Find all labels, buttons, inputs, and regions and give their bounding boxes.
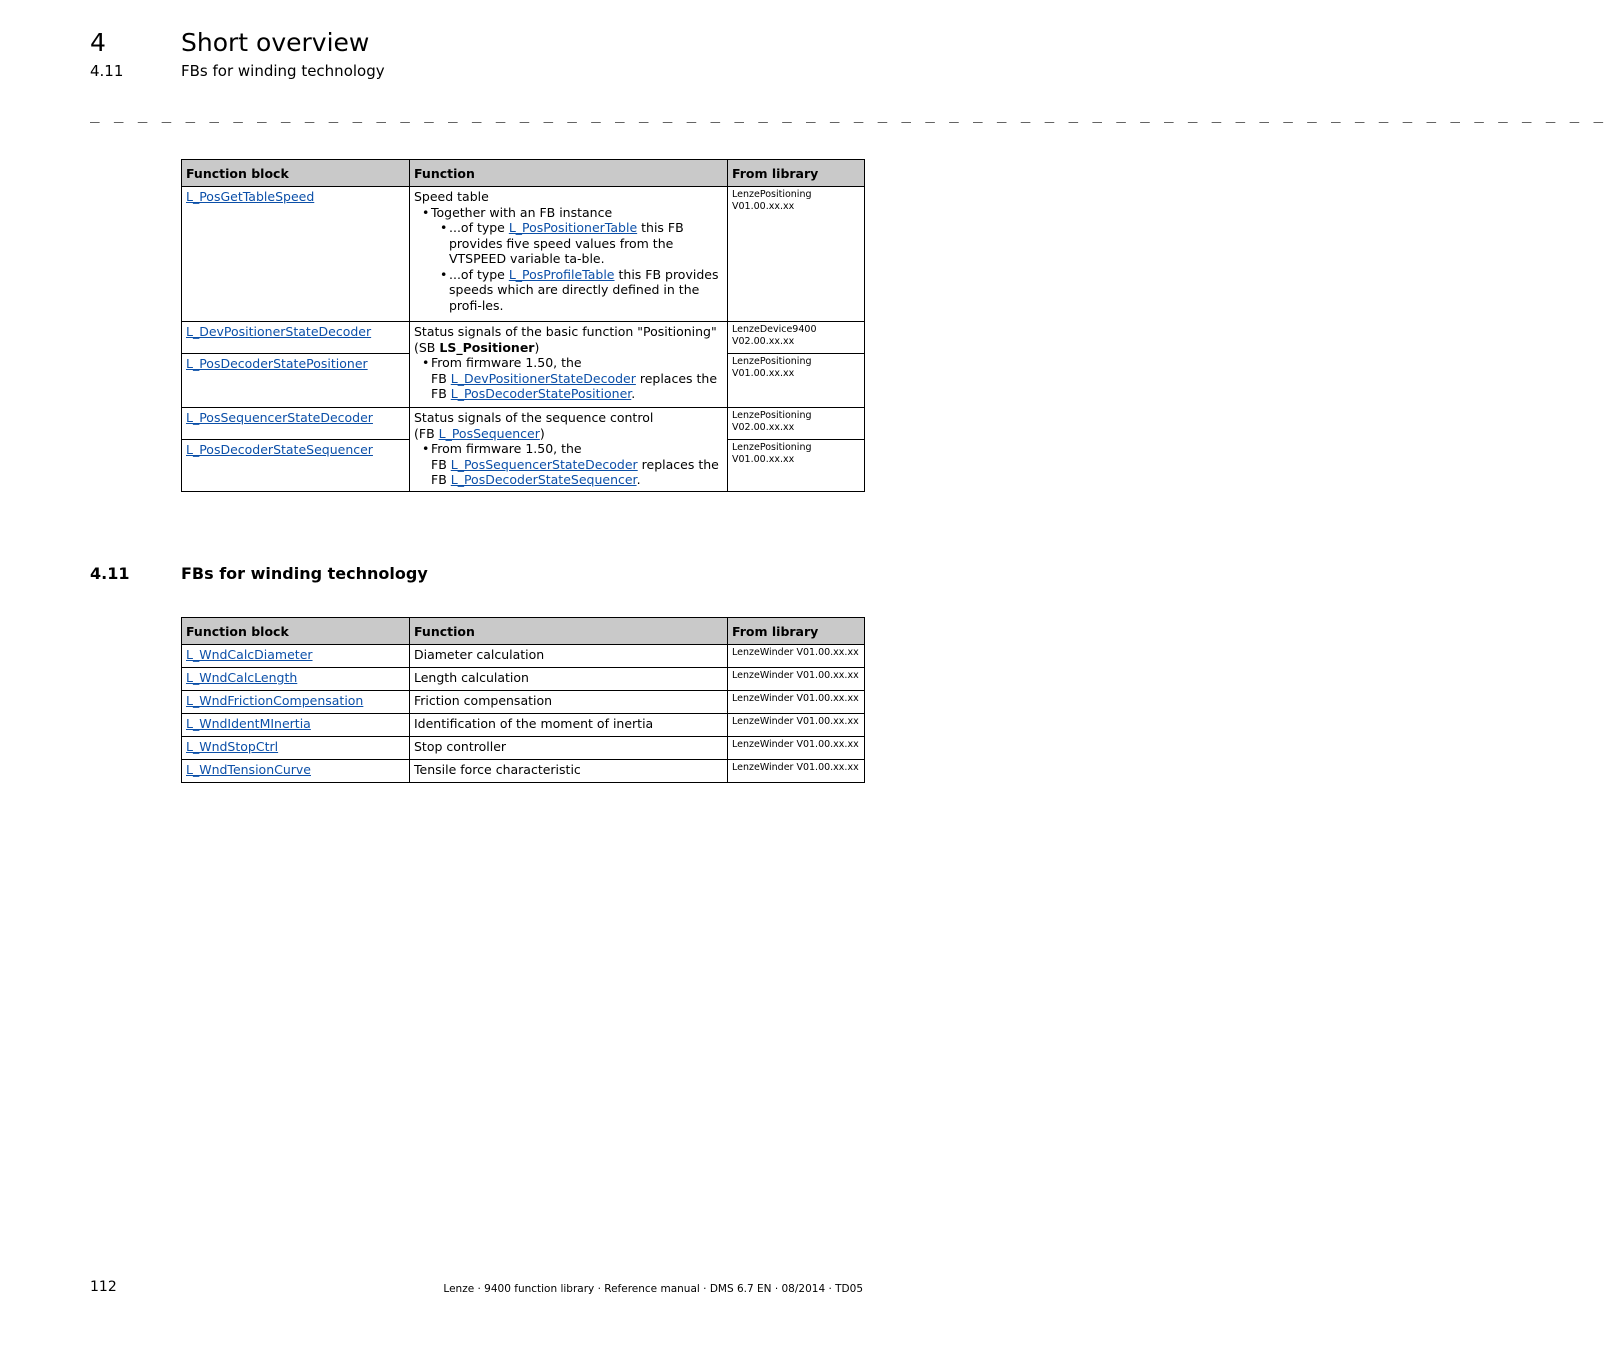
text: replaces the <box>637 456 719 472</box>
function-block-table-positioning <box>181 159 865 492</box>
text: (SB <box>414 339 440 355</box>
text: replaces the <box>635 370 718 386</box>
text: FB <box>431 370 451 386</box>
list-item <box>414 355 723 402</box>
table-row <box>182 645 865 668</box>
library-version: V02.00.xx.xx <box>732 335 795 347</box>
fb-link-posdecoderstatesequencer-inline[interactable]: L_PosDecoderStateSequencer <box>450 472 637 487</box>
text: FB <box>431 472 451 487</box>
chapter-number: 4 <box>90 28 106 57</box>
column-header-from-library: From library <box>728 160 865 187</box>
library-cell: LenzeWinder V01.00.xx.xx <box>728 645 865 668</box>
library-cell <box>728 408 865 440</box>
library-cell <box>728 322 865 354</box>
function-description <box>410 187 728 322</box>
section-heading: FBs for winding technology <box>181 564 428 583</box>
fb-link-posdecoderstatepositioner-inline[interactable]: L_PosDecoderStatePositioner <box>450 386 632 401</box>
fb-link-posgettablespeed[interactable]: L_PosGetTableSpeed <box>186 189 315 204</box>
function-description <box>410 322 728 408</box>
library-name: LenzeDevice9400 <box>732 324 817 335</box>
function-cell: Friction compensation <box>410 691 728 714</box>
function-title: Speed table <box>414 189 489 204</box>
library-cell <box>728 440 865 492</box>
library-cell: LenzeWinder V01.00.xx.xx <box>728 668 865 691</box>
library-cell <box>728 354 865 408</box>
fb-link-wndstopctrl[interactable]: L_WndStopCtrl <box>186 739 279 754</box>
table-row <box>182 737 865 760</box>
library-name: LenzePositioning <box>732 189 812 200</box>
library-version: V02.00.xx.xx <box>732 421 795 433</box>
list-item <box>414 205 723 221</box>
function-description <box>410 408 728 492</box>
text: this FB provides speeds which are directly defined in the profi-les. <box>449 266 719 313</box>
fb-link-wndidentminertia[interactable]: L_WndIdentMInertia <box>186 716 311 731</box>
table-header-row <box>182 160 865 187</box>
text: . <box>636 472 641 487</box>
text: . <box>631 386 636 401</box>
fb-link-posdecoderstatepositioner[interactable]: L_PosDecoderStatePositioner <box>186 356 368 371</box>
fb-link-devpositionerstatedecoder-inline[interactable]: L_DevPositionerStateDecoder <box>450 370 636 386</box>
header-section-number: 4.11 <box>90 62 124 80</box>
text: FB <box>431 386 451 401</box>
list-item <box>414 220 723 267</box>
function-cell: Stop controller <box>410 737 728 760</box>
fb-link-possequencerstatedecoder-inline[interactable]: L_PosSequencerStateDecoder <box>450 456 638 472</box>
fb-link-wndfrictioncompensation[interactable]: L_WndFrictionCompensation <box>186 693 364 708</box>
library-version: V01.00.xx.xx <box>732 367 795 379</box>
table-row <box>182 408 865 440</box>
library-version: V01.00.xx.xx <box>732 200 795 212</box>
text: Status signals of the basic function "Positioning" <box>414 324 717 339</box>
library-cell: LenzeWinder V01.00.xx.xx <box>728 760 865 783</box>
table-row <box>182 760 865 783</box>
page-number: 112 <box>90 1279 117 1295</box>
system-block-name: LS_Positioner <box>439 339 535 355</box>
text: ...of type <box>449 220 509 235</box>
fb-link-devpositionerstatedecoder[interactable]: L_DevPositionerStateDecoder <box>186 324 372 339</box>
library-name: LenzePositioning <box>732 442 812 453</box>
table-row <box>182 714 865 737</box>
header-divider: _ _ _ _ _ _ _ _ _ _ _ _ _ _ _ _ _ _ _ _ _ _ _ _ _ _ _ _ _ _ _ _ _ _ _ _ _ _ _ _ _ _ _ _ _ _ _ _ _ _ _ _ _ _ _ _ _ _ _ _ _ _ _ _ <box>90 104 1605 123</box>
function-cell: Length calculation <box>410 668 728 691</box>
text: Status signals of the sequence control <box>414 410 654 425</box>
text: ) <box>534 339 540 355</box>
fb-link-posprofiletable[interactable]: L_PosProfileTable <box>508 266 615 282</box>
text: ...of type <box>449 266 509 282</box>
footer-document-info: Lenze · 9400 function library · Reference manual · DMS 6.7 EN · 08/2014 · TD05 <box>443 1283 863 1295</box>
fb-link-wndtensioncurve[interactable]: L_WndTensionCurve <box>186 762 311 777</box>
library-cell: LenzeWinder V01.00.xx.xx <box>728 737 865 760</box>
library-cell: LenzeWinder V01.00.xx.xx <box>728 691 865 714</box>
header-section-title: FBs for winding technology <box>181 62 385 80</box>
text: this FB provides five speed values from the VTSPEED variable ta-ble. <box>449 220 684 266</box>
fb-link-wndcalcdiameter[interactable]: L_WndCalcDiameter <box>186 647 313 662</box>
column-header-function-block: Function block <box>182 618 410 645</box>
fb-link-wndcalclength[interactable]: L_WndCalcLength <box>186 670 298 685</box>
function-cell: Diameter calculation <box>410 645 728 668</box>
table-row <box>182 187 865 322</box>
text: FB <box>431 456 451 472</box>
text: ) <box>539 425 545 441</box>
bullet-text: Together with an FB instance <box>431 204 613 220</box>
fb-link-possequencerstatedecoder[interactable]: L_PosSequencerStateDecoder <box>186 410 373 425</box>
fb-link-possequencer[interactable]: L_PosSequencer <box>438 425 540 441</box>
function-cell: Tensile force characteristic <box>410 760 728 783</box>
text: (FB <box>414 425 439 441</box>
column-header-function: Function <box>410 160 728 187</box>
function-block-table-winding <box>181 617 865 783</box>
list-item <box>414 441 723 488</box>
section-number: 4.11 <box>90 564 130 583</box>
table-row <box>182 691 865 714</box>
table-header-row <box>182 618 865 645</box>
column-header-function-block: Function block <box>182 160 410 187</box>
chapter-title: Short overview <box>181 28 370 57</box>
fb-link-posdecoderstatesequencer[interactable]: L_PosDecoderStateSequencer <box>186 442 373 457</box>
library-name: LenzePositioning <box>732 410 812 421</box>
list-item <box>414 267 723 314</box>
table-row <box>182 322 865 354</box>
library-cell <box>728 187 865 322</box>
library-name: LenzePositioning <box>732 356 812 367</box>
library-cell: LenzeWinder V01.00.xx.xx <box>728 714 865 737</box>
text: • From firmware 1.50, the <box>431 441 582 456</box>
column-header-function: Function <box>410 618 728 645</box>
fb-link-pospositionertable[interactable]: L_PosPositionerTable <box>508 220 638 235</box>
function-cell: Identification of the moment of inertia <box>410 714 728 737</box>
library-version: V01.00.xx.xx <box>732 453 795 465</box>
text: • From firmware 1.50, the <box>431 355 582 370</box>
table-row <box>182 668 865 691</box>
column-header-from-library: From library <box>728 618 865 645</box>
